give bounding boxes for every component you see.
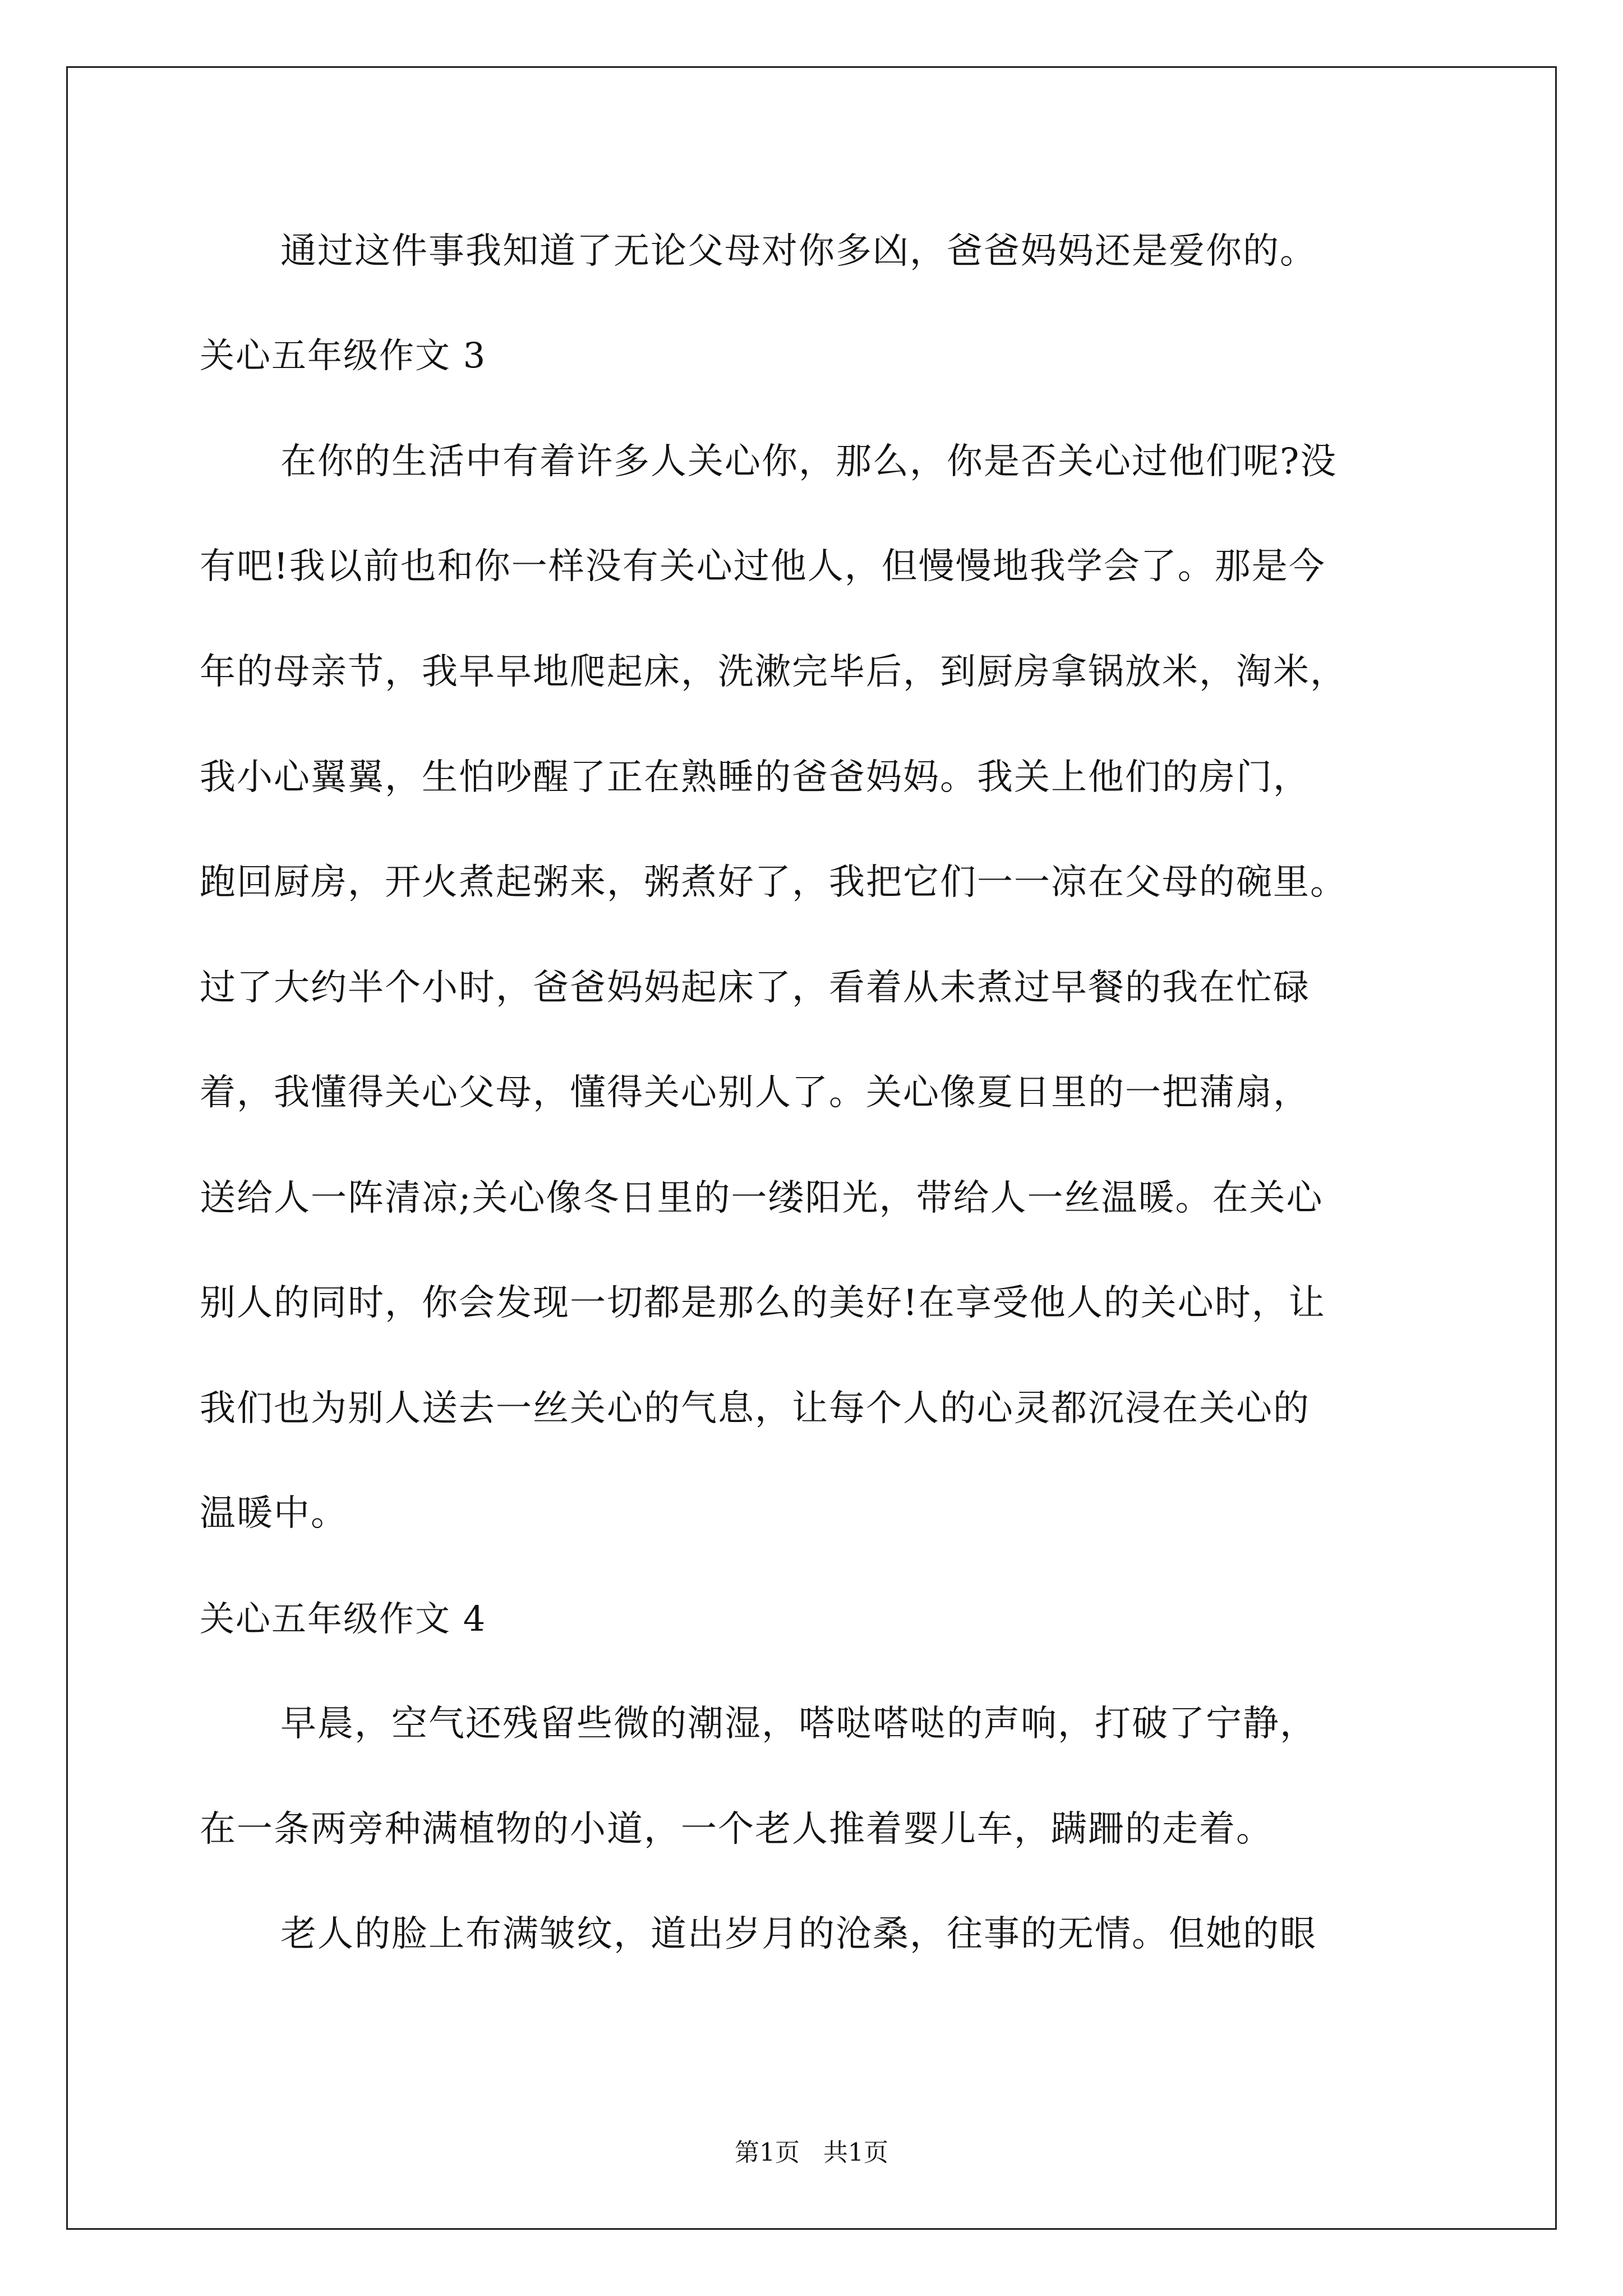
text-line: 在你的生活中有着许多人关心你，那么，你是否关心过他们呢?没 (280, 441, 1338, 482)
text-line: 送给人一阵清凉;关心像冬日里的一缕阳光，带给人一丝温暖。在关心 (200, 1177, 1324, 1219)
text-line: 老人的脸上布满皱纹，道出岁月的沧桑，往事的无情。但她的眼 (280, 1913, 1317, 1955)
text-line: 在一条两旁种满植物的小道，一个老人推着婴儿车，蹒跚的走着。 (200, 1809, 1273, 1850)
text-line: 我小心翼翼，生怕吵醒了正在熟睡的爸爸妈妈。我关上他们的房门， (200, 757, 1310, 798)
text-line: 温暖中。 (200, 1493, 348, 1534)
section-heading: 关心五年级作文 4 (200, 1598, 487, 1639)
text-line: 通过这件事我知道了无论父母对你多凶，爸爸妈妈还是爱你的。 (280, 231, 1317, 272)
text-line: 年的母亲节，我早早地爬起床，洗漱完毕后，到厨房拿锅放米，淘米， (200, 651, 1347, 693)
text-line: 我们也为别人送去一丝关心的气息，让每个人的心灵都沉浸在关心的 (200, 1388, 1310, 1429)
text-line: 过了大约半个小时，爸爸妈妈起床了，看着从未煮过早餐的我在忙碌 (200, 967, 1310, 1009)
text-line: 别人的同时，你会发现一切都是那么的美好!在享受他人的关心时，让 (200, 1282, 1326, 1324)
page-footer: 第1页 共1页 (735, 2138, 888, 2167)
text-line: 着，我懂得关心父母，懂得关心别人了。关心像夏日里的一把蒲扇， (200, 1072, 1310, 1114)
page-border (66, 66, 1557, 2230)
section-heading: 关心五年级作文 3 (200, 335, 487, 376)
text-line: 有吧!我以前也和你一样没有关心过他人，但慢慢地我学会了。那是今 (200, 546, 1326, 587)
text-line: 跑回厨房，开火煮起粥来，粥煮好了，我把它们一一凉在父母的碗里。 (200, 862, 1347, 903)
text-line: 早晨，空气还残留些微的潮湿，嗒哒嗒哒的声响，打破了宁静， (280, 1703, 1317, 1745)
